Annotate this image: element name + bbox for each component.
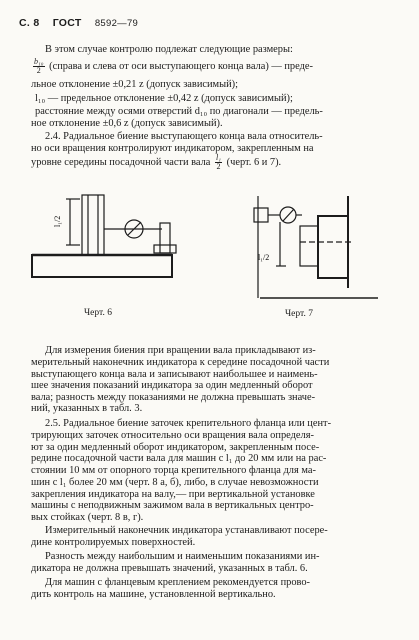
page-header bbox=[19, 17, 148, 29]
intro-paragraph: В этом случае контролю подлежат следующие размеры: bbox=[45, 44, 293, 55]
page-number: С. 8 bbox=[19, 17, 40, 29]
dimension-item-d10-cont: ное отклонение ±0,6 z (допуск зависимый). bbox=[31, 118, 223, 129]
section-2-4-line2: но оси вращения контролируют индикатором, закрепленным на bbox=[31, 143, 314, 154]
figure-6-caption: Черт. 6 bbox=[84, 308, 112, 318]
fraction-b10-2: $\frac{\text{b₁₀}}{2}$ bbox=[34, 57, 44, 75]
dimension-item-l10: l₁₀ — предельное отклонение ±0,42 z (допуск зависимый); bbox=[35, 93, 293, 104]
fraction-l1-2: $\frac{\text{l₁}}{2}$ bbox=[216, 153, 222, 171]
figure-7-label: l₁/2 bbox=[258, 253, 270, 262]
gost-label: ГОСТ bbox=[52, 17, 82, 29]
section-2-4-line1: 2.4. Радиальное биение выступающего конца вала относитель- bbox=[45, 131, 323, 142]
figure-7-drawing bbox=[240, 186, 380, 306]
doc-number: 8592—79 bbox=[94, 18, 139, 29]
dimension-item-b10: $\frac{\text{b₁₀}}{2}$ (справа и слева от оси выступающего конца вала) — преде- bbox=[34, 57, 313, 75]
figure-6-label: l₁/2 bbox=[53, 215, 62, 227]
section-2-4-line3: уровне середины посадочной части вала $\frac{\text{l₁}}{2}$ (черт. 6 и 7). bbox=[31, 153, 282, 171]
figure-6-drawing bbox=[22, 185, 192, 305]
dimension-item-b10-cont: льное отклонение ±0,21 z (допуск зависимый); bbox=[31, 79, 239, 90]
document-page: С. 8 ГОСТ 8592—79 В этом случае контролю подлежат следующие размеры: $\frac{\text{b₁₀}}{2}$ (справа и слева от оси выступающего конца вала) — преде- льное отклонение ±0,21 z (допуск зависимый); l₁₀ — предельное отклонение ±0,42 z (допуск зависимый); расстояние между осями отверстий d₁₀ по диагонали — предель- ное отклонение ±0,6 z (допуск зависимый). 2.4. Радиальное биение выступающего конца вала относитель- но оси вращения контролируют индикатором, закрепленным на уровне середины посадочной части вала $\frac{\text{l₁}}{2}$ (черт. 6 и 7). l₁/2 Черт. 6 l₁/2 Черт. 7 Для измерения биения при вращении вала прикладывают из- мерительный наконечник индикатора к середине посадочной части выступающего конца вала и записывают наибольшее и наимень- шее значения показаний индикатора за один медленный оборот вала; разность между показаниями не должна превышать значе- ний, указанных в табл. 3. 2.5. Радиальное биение заточек крепительного фланца или цент- трирующих заточек относительно оси вращения вала определя- ют за один медленный оборот индикатором, закрепленным посе- редине посадочной части вала для машин с l₁ до 20 мм или на рас- стоянии 10 мм от опорного торца крепительного фланца для ма- шин с l₁ более 20 мм (черт. 8 а, б), либо, в случае невозможности закрепления индикатора на валу,— при вертикальной установке машины с неподвижным зажимом вала в вертикальных центро- вых стойках (черт. 8 в, г). Измерительный наконечник индикатора устанавливают посере- дине контролируемых поверхностей. Разность между наибольшим и наименьшим показаниями ин- дикатора не должна превышать значений, указанных в табл. 6. Для машин с фланцевым креплением рекомендуется прово- дить контроль на машине, установленной вертикально. bbox=[0, 0, 419, 640]
figure-7-caption: Черт. 7 bbox=[285, 309, 313, 319]
dimension-item-d10: расстояние между осями отверстий d₁₀ по диагонали — предель- bbox=[35, 106, 323, 117]
